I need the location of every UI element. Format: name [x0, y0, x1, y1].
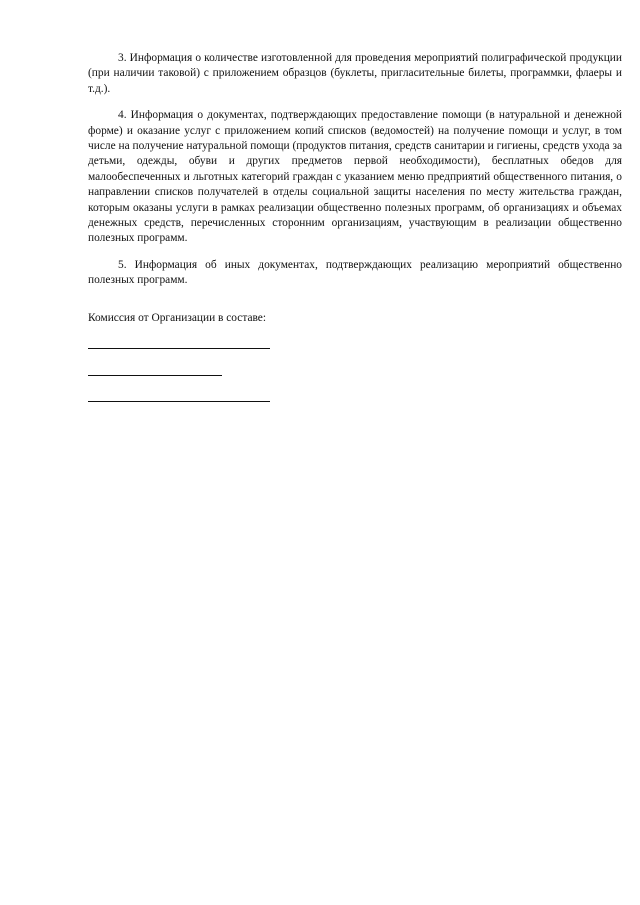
- paragraph-item-5: 5. Информация об иных документах, подтверждающих реализацию мероприятий общественно полезных программ.: [88, 258, 622, 287]
- paragraph-item-3: 3. Информация о количестве изготовленной для проведения мероприятий полиграфической продукции (при наличии таковой) с приложением образцов (буклеты, пригласительные билеты, программки, флаеры и т.д.).: [88, 52, 622, 95]
- signature-line-1: [88, 348, 270, 349]
- signature-line-3: [88, 401, 270, 402]
- commission-label: Комиссия от Организации в составе:: [88, 311, 267, 324]
- document-body: [88, 51, 622, 326]
- signature-line-2: [88, 375, 222, 376]
- paragraph-item-4: 4. Информация о документах, подтверждающих предоставление помощи (в натуральной и денежной форме) и оказание услуг с приложением копий списков (ведомостей) на получение помощи и услуг, в том числе на получение натуральной помощи (продуктов питания, средств санитарии и гигиены, средств ухода за детьми, одежды, обуви и других предметов первой необходимости), бесплатных обедов для малообеспеченных и льготных категорий граждан с указанием меню предприятий общественного питания, о направлении списков получателей в отделы социальной защиты населения по месту жительства граждан, которым оказаны услуги в рамках реализации общественно полезных программ, об организациях и объемах денежных средств, перечисленных сторонним организациям, участвующим в реализации общественно полезных программ.: [88, 109, 622, 245]
